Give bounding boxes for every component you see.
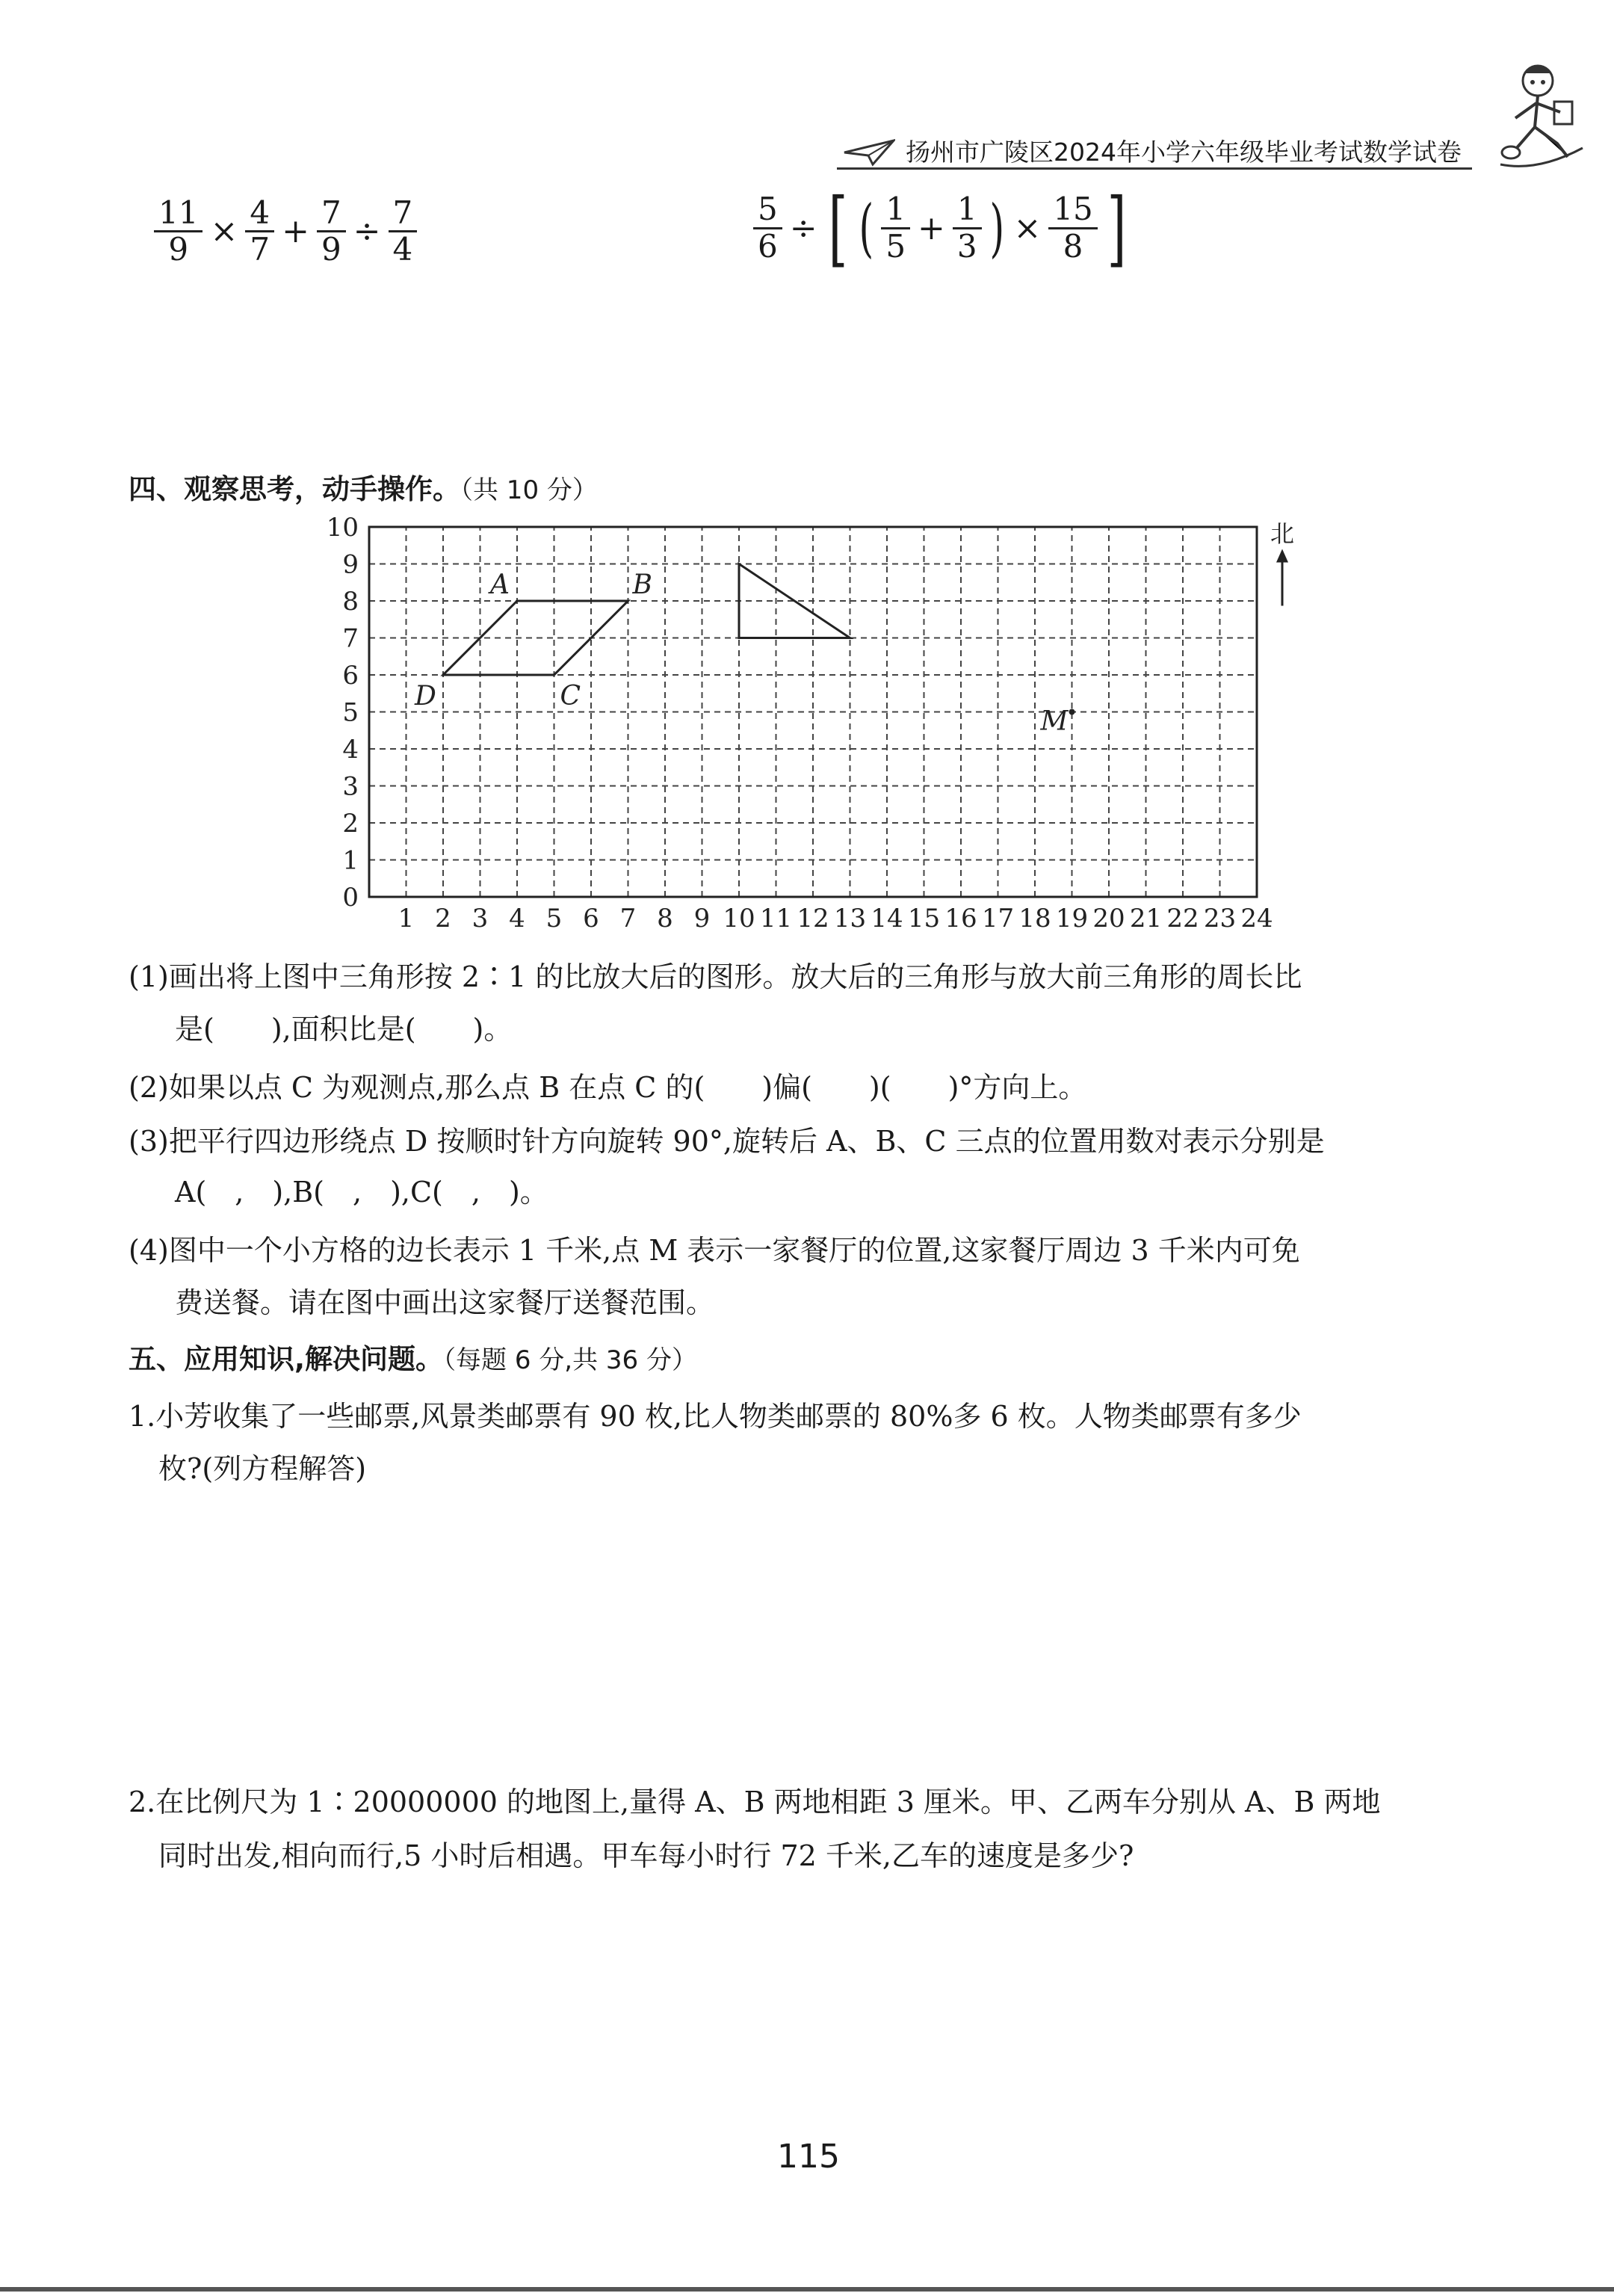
y-tick-label: 2 — [342, 809, 359, 839]
section-5-heading: 五、应用知识,解决问题。（每题 6 分,共 36 分） — [129, 1343, 697, 1375]
question-4-4-line1: (4)图中一个小方格的边长表示 1 千米,点 M 表示一家餐厅的位置,这家餐厅周边 3 千米内可免 — [129, 1234, 1300, 1267]
x-tick-label: 6 — [583, 904, 599, 933]
question-4-4-line2: 费送餐。请在图中画出这家餐厅送餐范围。 — [175, 1286, 715, 1319]
x-tick-label: 21 — [1129, 904, 1163, 933]
x-tick-label: 23 — [1203, 904, 1237, 933]
x-tick-label: 2 — [435, 904, 451, 933]
x-tick-label: 16 — [944, 904, 977, 933]
question-4-1-line1: (1)画出将上图中三角形按 2∶1 的比放大后的图形。放大后的三角形与放大前三角形的周长比 — [129, 960, 1302, 993]
x-tick-label: 14 — [871, 904, 903, 933]
x-tick-label: 8 — [657, 904, 673, 933]
expression-2: $\frac{5}{6}$ ÷ [ ( $\frac{1}{5}$ + $\frac{1}{3}$ ) × $\frac{15}{8}$ ] — [750, 187, 1133, 269]
figures — [414, 519, 1294, 737]
x-tick-label: 5 — [545, 904, 563, 933]
question-5-1-line2: 枚?(列方程解答) — [158, 1452, 367, 1485]
question-5-1-line1: 1.小芳收集了一些邮票,风景类邮票有 90 枚,比人物类邮票的 80%多 6 枚。人物类邮票有多少 — [129, 1400, 1302, 1433]
label-B: B — [632, 570, 652, 600]
expression-1: $\frac{11}{9}$ × $\frac{4}{7}$ + $\frac{7}{9}$ ÷ $\frac{7}{4}$ — [151, 196, 420, 267]
coordinate-grid — [314, 516, 1315, 934]
x-tick-label: 24 — [1240, 904, 1273, 933]
y-tick-label: 1 — [342, 845, 359, 876]
header-rule — [837, 167, 1472, 170]
left-paren: ( — [859, 191, 874, 265]
x-tick-label: 18 — [1018, 904, 1051, 933]
y-tick-label: 9 — [342, 549, 359, 580]
y-tick-label: 0 — [342, 883, 359, 913]
x-tick-label: 15 — [907, 904, 941, 933]
label-M: M — [1040, 706, 1069, 737]
header-title: 扬州市广陵区2024年小学六年级毕业考试数学试卷 — [906, 138, 1462, 167]
y-tick-label: 5 — [342, 697, 359, 728]
question-4-3-line2: A( , ),B( , ),C( , )。 — [175, 1176, 548, 1209]
question-5-2-line2: 同时出发,相向而行,5 小时后相遇。甲车每小时行 72 千米,乙车的速度是多少? — [158, 1839, 1134, 1872]
axis-labels — [327, 516, 1273, 933]
point-M — [1069, 709, 1075, 715]
paper-plane-icon — [843, 138, 895, 167]
x-tick-label: 3 — [471, 904, 489, 933]
y-tick-label: 8 — [342, 587, 359, 617]
x-tick-label: 4 — [509, 904, 525, 933]
fraction: $\frac{1}{5}$ — [881, 192, 910, 263]
x-tick-label: 22 — [1166, 904, 1199, 933]
y-tick-label: 3 — [342, 771, 359, 802]
page-number: 115 — [777, 2138, 840, 2176]
y-tick-label: 10 — [326, 516, 359, 543]
x-tick-label: 17 — [981, 904, 1015, 933]
section-4-heading: 四、观察思考，动手操作。（共 10 分） — [129, 473, 598, 505]
x-tick-label: 11 — [759, 904, 793, 933]
right-bracket: ] — [1107, 180, 1127, 276]
left-bracket: [ — [828, 180, 847, 276]
right-paren: ) — [989, 191, 1004, 265]
bottom-rule — [0, 2287, 1614, 2292]
x-tick-label: 12 — [797, 904, 829, 933]
y-tick-label: 6 — [342, 661, 359, 691]
label-C: C — [560, 681, 581, 712]
student-running-logo — [1485, 60, 1590, 172]
y-tick-label: 7 — [342, 623, 359, 654]
x-tick-label: 19 — [1055, 904, 1089, 933]
x-tick-label: 9 — [693, 904, 711, 933]
fraction: $\frac{7}{9}$ — [317, 196, 346, 267]
label-D: D — [415, 681, 436, 712]
x-tick-label: 7 — [619, 904, 637, 933]
fraction: $\frac{4}{7}$ — [245, 196, 274, 267]
fraction: $\frac{15}{8}$ — [1048, 192, 1097, 263]
x-tick-label: 10 — [723, 904, 755, 933]
north-label: 北 — [1270, 519, 1295, 548]
label-A: A — [490, 570, 510, 600]
question-5-2-line1: 2.在比例尺为 1∶20000000 的地图上,量得 A、B 两地相距 3 厘米。甲、乙两车分别从 A、B 两地 — [129, 1786, 1381, 1818]
fraction: $\frac{1}{3}$ — [953, 192, 982, 263]
question-4-2: (2)如果以点 C 为观测点,那么点 B 在点 C 的( )偏( )( )°方向上。 — [129, 1071, 1087, 1104]
x-tick-label: 13 — [833, 904, 867, 933]
y-tick-label: 4 — [342, 735, 359, 765]
x-tick-label: 20 — [1092, 904, 1125, 933]
fraction: $\frac{11}{9}$ — [154, 196, 202, 267]
x-tick-label: 1 — [398, 904, 415, 933]
north-arrow-icon — [1276, 549, 1288, 563]
fraction: $\frac{7}{4}$ — [389, 196, 418, 267]
fraction: $\frac{5}{6}$ — [753, 192, 782, 263]
question-4-1-line2: 是( ),面积比是( )。 — [175, 1013, 513, 1046]
question-4-3-line1: (3)把平行四边形绕点 D 按顺时针方向旋转 90°,旋转后 A、B、C 三点的位置用数对表示分别是 — [129, 1125, 1325, 1158]
